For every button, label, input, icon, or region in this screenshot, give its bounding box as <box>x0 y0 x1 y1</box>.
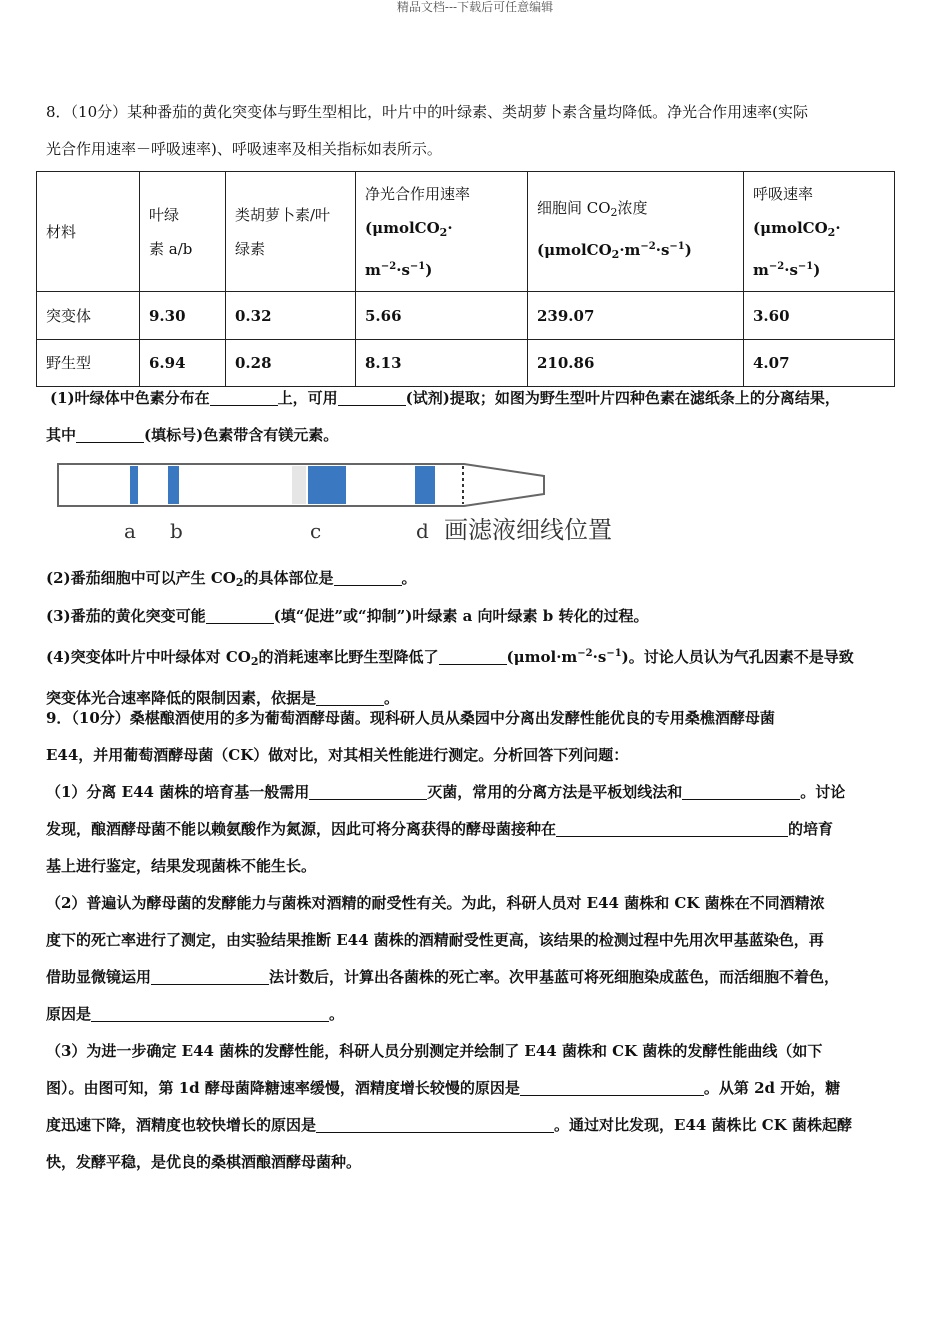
baseline-label: 画滤液细线位置 <box>444 516 612 544</box>
cell-net: 8.13 <box>356 340 528 387</box>
band-b <box>168 466 179 504</box>
q8-part4: (4)突变体叶片中叶绿体对 $CO_2$的消耗速率比野生型降低了 $(\mu mol\cdot m^{-2}\cdot s^{-1})$。讨论人员认为气孔因素不是导致 <box>46 648 854 668</box>
q9-part2-line4: 原因是 。 <box>46 1005 345 1023</box>
header-chl-ratio: 叶绿 素 a/b <box>140 172 226 292</box>
cell-co2: 210.86 <box>528 340 744 387</box>
band-d <box>415 466 435 504</box>
q8-intro <box>46 94 906 168</box>
q9-part3-line4: 快，发酵平稳，是优良的桑棋酒酿酒酵母菌种。 <box>46 1153 362 1171</box>
band-a <box>130 466 138 504</box>
q9-part2-line1: （2）普遍认为酵母菌的发酵能力与菌株对酒精的耐受性有关。为此，科研人员对 E44 菌株和 CK 菌株在不同酒精浓 <box>46 894 825 912</box>
q9-part3-line2: 图）。由图可知，第 1d 酵母菌降糖速率缓慢，酒精度增长较慢的原因是 。从第 2d 开始，糖 <box>46 1079 841 1097</box>
band-label-b: b <box>170 519 183 543</box>
header-material: 材料 <box>37 172 140 292</box>
header-respiration: 呼吸速率 (μmolCO$_2$· $m^{-2}\cdot s^{-1}$) <box>744 172 895 292</box>
table-header-row <box>37 172 895 292</box>
q8-intro-line2: 光合作用速率－呼吸速率)、呼吸速率及相关指标如表所示。 <box>46 140 442 158</box>
q9-part1: （1）分离 E44 菌株的培育基一般需用 灭菌，常用的分离方法是平板划线法和 。讨论 <box>46 783 846 801</box>
q9-part3-line3: 度迅速下降，酒精度也较快增长的原因是 。通过对比发现，E44 菌株比 CK 菌株起酵 <box>46 1116 852 1134</box>
q8-part2: (2)番茄细胞中可以产生 $CO_2$的具体部位是 。 <box>46 569 417 589</box>
table-row-mutant <box>37 292 895 340</box>
cell-carot: 0.28 <box>226 340 356 387</box>
q9 <box>46 700 906 1181</box>
pigment-data-table <box>36 171 895 387</box>
band-c-shadow <box>292 466 306 504</box>
q9-part2-line3: 借助显微镜运用 法计数后，计算出各菌株的死亡率。次甲基蓝可将死细胞染成蓝色，而活细胞不着色， <box>46 968 840 986</box>
cell-chl-ratio: 6.94 <box>140 340 226 387</box>
q8-parts-2-4 <box>46 560 906 717</box>
q8-intro-line1: 8．（10分）某种番茄的黄化突变体与野生型相比，叶片中的叶绿素、类胡萝卜素含量均降低。净光合作用速率(实际 <box>46 103 808 121</box>
q8-part1: (1)叶绿体中色素分布在 上，可用 (试剂)提取；如图为野生型叶片四种色素在滤纸条上的分离结果， 其中 (填标号)色素带含有镁元素。 <box>46 389 840 444</box>
band-c <box>308 466 346 504</box>
q9-part3-line1: （3）为进一步确定 E44 菌株的发酵性能，科研人员分别测定并绘制了 E44 菌株和 CK 菌株的发酵性能曲线（如下 <box>46 1042 823 1060</box>
band-label-c: c <box>310 519 322 543</box>
cell-carot: 0.32 <box>226 292 356 340</box>
header-intercellular-co2: 细胞间 $CO_2$浓度 $(\mu molCO_2\cdot m^{-2}\cdot s^{-1})$ <box>528 172 744 292</box>
cell-resp: 3.60 <box>744 292 895 340</box>
cell-net: 5.66 <box>356 292 528 340</box>
q9-part1-line3: 基上进行鉴定，结果发现菌株不能生长。 <box>46 857 317 875</box>
cell-material: 野生型 <box>37 340 140 387</box>
cell-chl-ratio: 9.30 <box>140 292 226 340</box>
header-net-photosynthesis: 净光合作用速率 (μmolCO$_2$· $m^{-2}\cdot s^{-1}$) <box>356 172 528 292</box>
q9-line2: E44，并用葡萄酒酵母菌（CK）做对比，对其相关性能进行测定。分析回答下列问题： <box>46 746 629 764</box>
q9-part2-line2: 度下的死亡率进行了测定，由实验结果推断 E44 菌株的酒精耐受性更高，该结果的检测过程中先用次甲基蓝染色，再 <box>46 931 824 949</box>
q9-part1-line2: 发现，酿酒酵母菌不能以赖氨酸作为氮源，因此可将分离获得的酵母菌接种在 的培育 <box>46 820 834 838</box>
page-header: 精品文档---下载后可任意编辑 <box>396 0 554 14</box>
q9-line1: 9．（10分）桑椹酿酒使用的多为葡萄酒酵母菌。现科研人员从桑园中分离出发酵性能优良的专用桑樵酒酵母菌 <box>46 709 775 727</box>
band-label-d: d <box>416 519 429 543</box>
header-carotenoid: 类胡萝卜素/叶 绿素 <box>226 172 356 292</box>
q8-part4-cont: 突变体光合速率降低的限制因素，依据是 。 <box>46 689 400 707</box>
cell-resp: 4.07 <box>744 340 895 387</box>
cell-co2: 239.07 <box>528 292 744 340</box>
band-label-a: a <box>124 519 136 543</box>
chromatography-strip-figure <box>56 462 656 547</box>
q8-part3: (3)番茄的黄化突变可能 (填“促进”或“抑制”)叶绿素 a 向叶绿素 b 转化的过程。 <box>46 607 649 625</box>
cell-material: 突变体 <box>37 292 140 340</box>
